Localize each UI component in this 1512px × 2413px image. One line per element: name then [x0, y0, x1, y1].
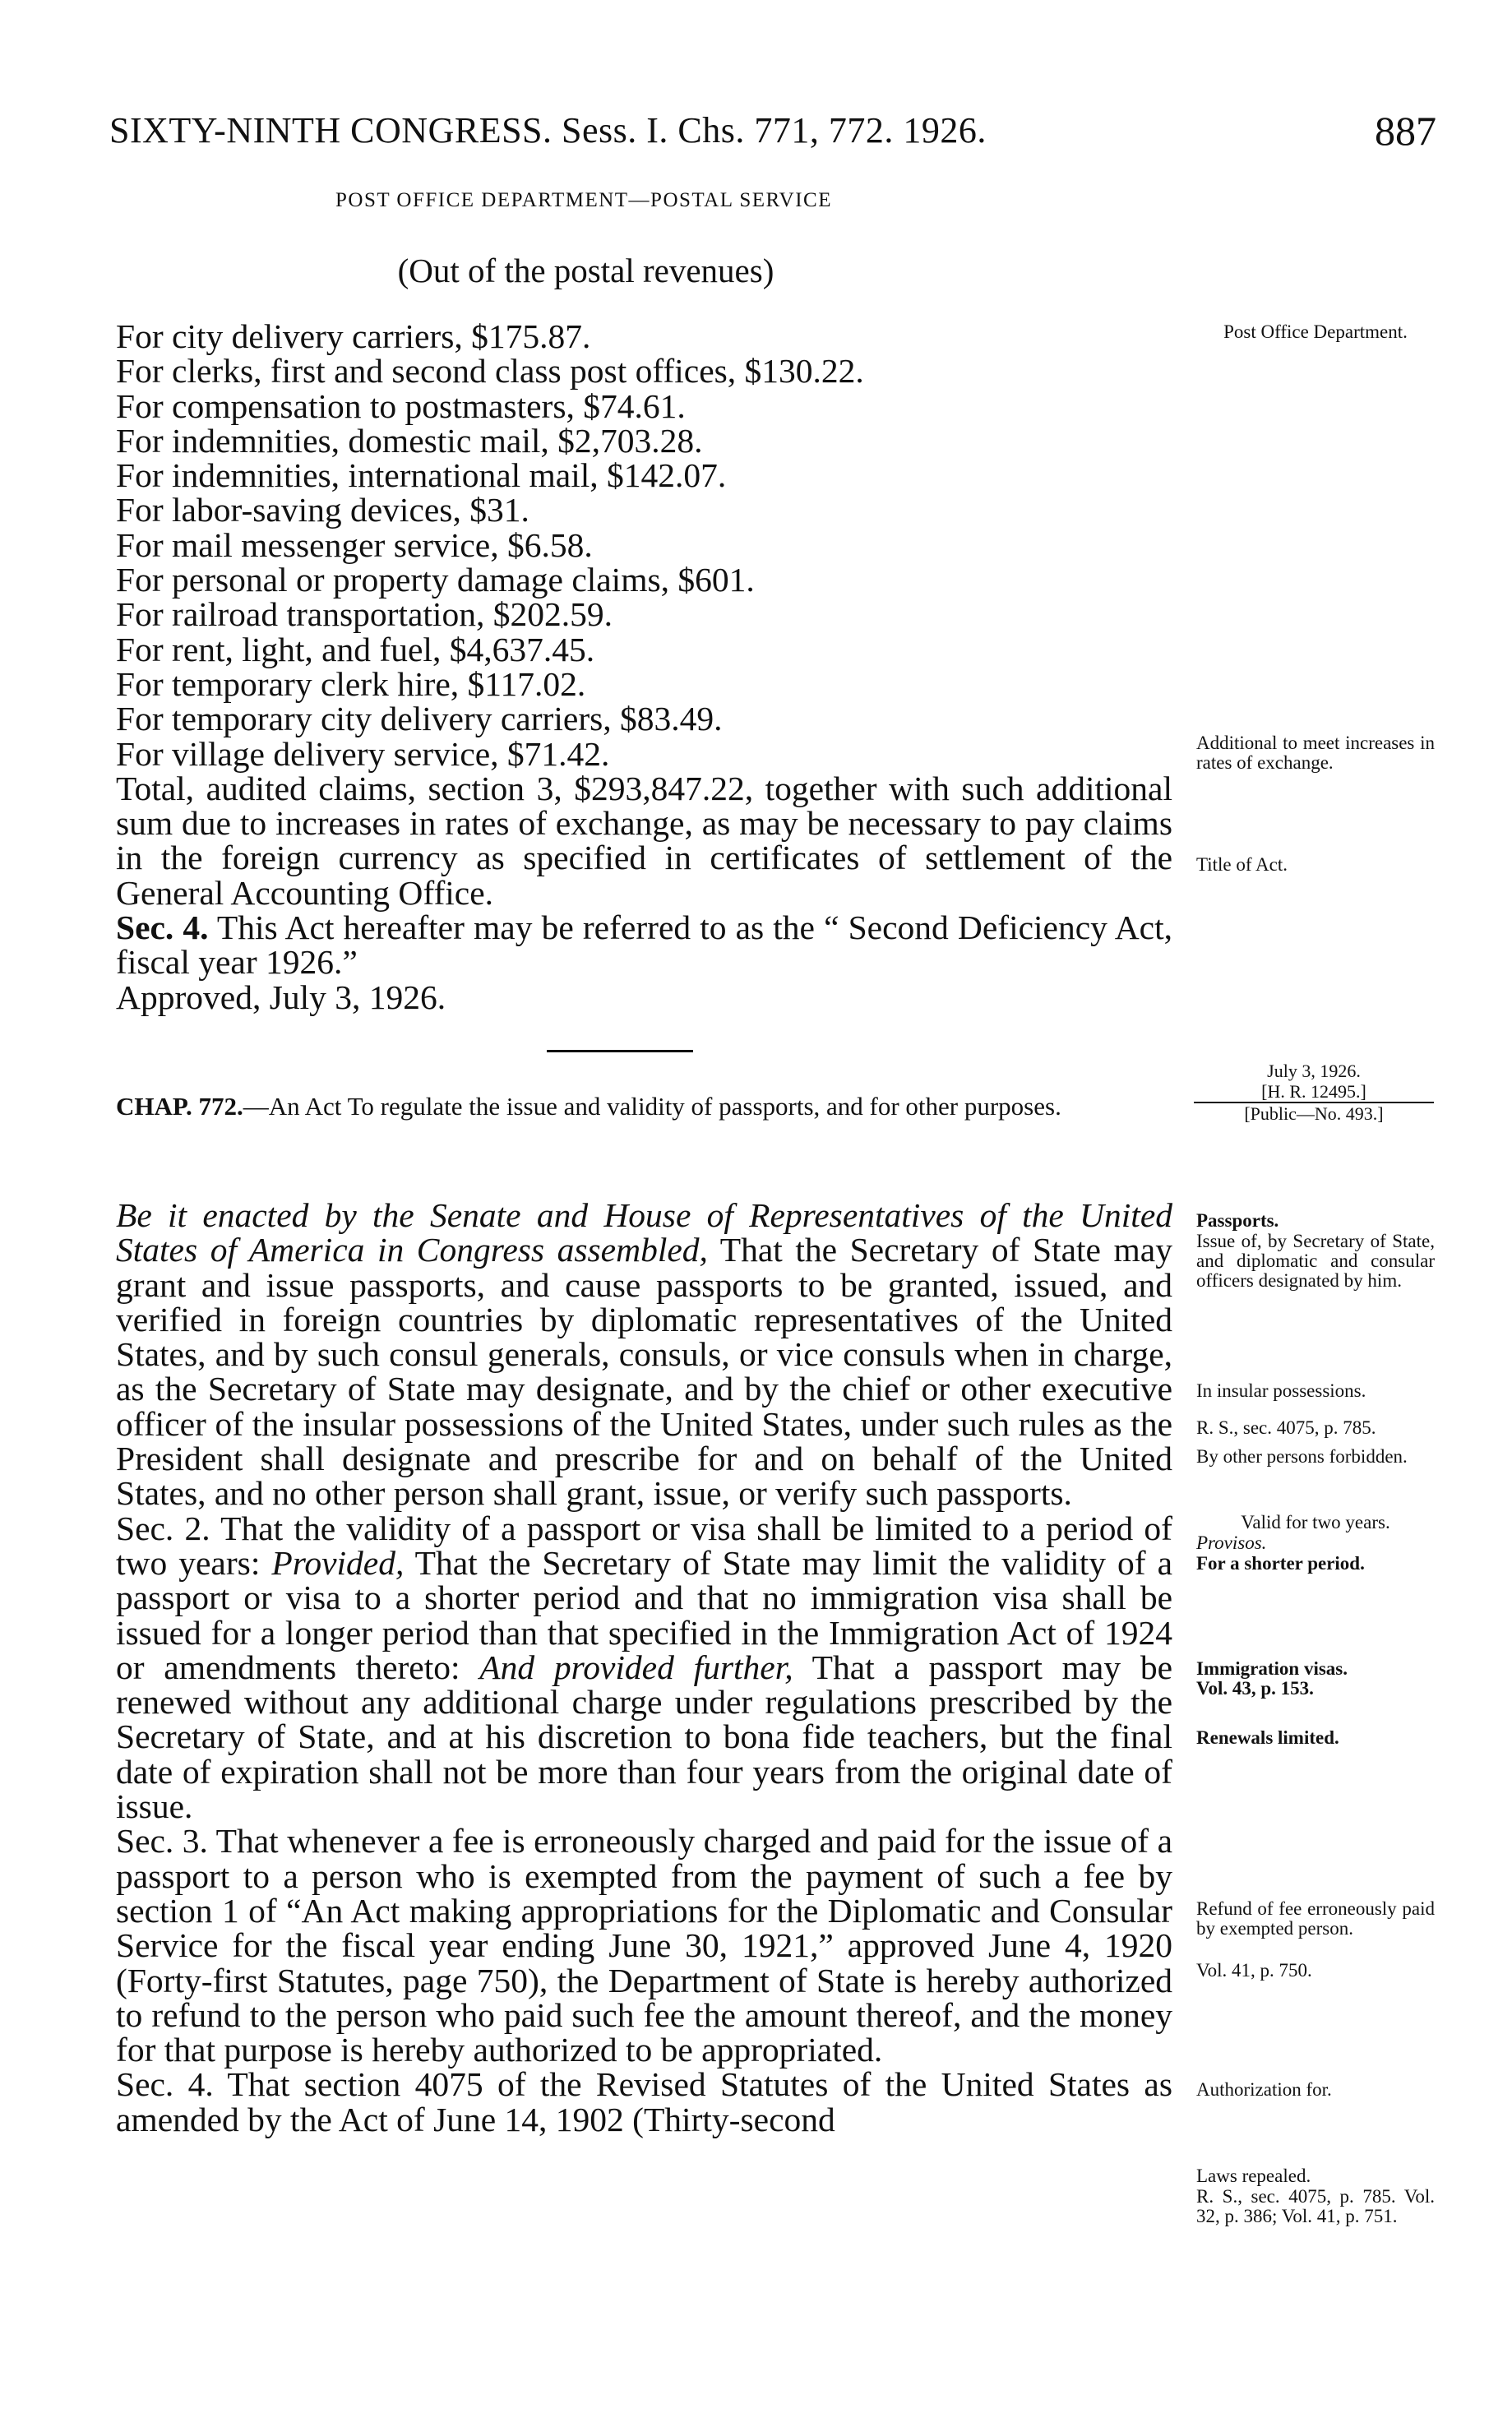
- section-label: Sec. 4.: [116, 908, 209, 947]
- margin-note-laws-repealed: Laws repealed.: [1196, 2166, 1311, 2186]
- enacting-clause: Be it enacted by the Senate and House of Representatives of the United States of America in Congress assembled,: [116, 1196, 1172, 1269]
- approved-line: Approved, July 3, 1926.: [116, 978, 446, 1016]
- proviso-further-label: And provided further,: [479, 1648, 793, 1686]
- appropriation-item: For temporary city delivery carriers, $83.49.: [116, 700, 723, 738]
- appropriation-item: For compensation to postmasters, $74.61.: [116, 386, 686, 425]
- running-title: SIXTY-NINTH CONGRESS. Sess. I. Chs. 771, 772. 1926.: [109, 110, 987, 150]
- appropriation-item: For indemnities, domestic mail, $2,703.28.: [116, 421, 703, 460]
- department-heading: POST OFFICE DEPARTMENT—POSTAL SERVICE: [335, 189, 833, 211]
- total-paragraph: Total, audited claims, section 3, $293,847.22, together with such additional sum due to increases in rates of exchange, as may be necessary to pay claims in the foreign currency as specified in certificates of settlement of the General Accounting Office.: [116, 769, 1172, 912]
- margin-note-other-persons: By other persons forbidden.: [1196, 1446, 1408, 1467]
- chapter-label: CHAP. 772.: [116, 1092, 243, 1121]
- appropriation-item: For railroad transportation, $202.59.: [116, 595, 613, 634]
- public-law-number: [Public—No. 493.]: [1244, 1103, 1384, 1124]
- margin-note-authorization: Authorization for.: [1196, 2079, 1332, 2100]
- section-label: Sec. 2.: [116, 1509, 210, 1547]
- bill-date: July 3, 1926.: [1267, 1061, 1361, 1081]
- margin-note-renewals: Renewals limited.: [1196, 1727, 1339, 1748]
- bill-reference: [1191, 1061, 1437, 1124]
- appropriation-item: For city delivery carriers, $175.87.: [116, 317, 591, 355]
- margin-note-passports: Passports.: [1196, 1210, 1279, 1231]
- chapter-divider: [547, 1050, 693, 1052]
- appropriation-item: For labor-saving devices, $31.: [116, 491, 529, 529]
- section-1-text: That the Secretary of State may grant and issue passports, and cause passports to be granted, issued, and verified in foreign countries by diplomatic representatives of the United States, and by such consul generals, consuls, or vice consuls when in charge, as the Secretary of State may designate, and by the chief or other executive officer of the insular possessions of the United States, under such rules as the President shall designate and prescribe for and on behalf of the United States, and no other person shall grant, issue, or verify such passports.: [116, 1231, 1172, 1513]
- section-4-text: This Act hereafter may be referred to as the “ Second Deficiency Act, fiscal year 1926.”: [116, 908, 1172, 982]
- margin-note-vol41: Vol. 41, p. 750.: [1196, 1960, 1312, 1981]
- section-label: Sec. 4.: [116, 2065, 214, 2104]
- appropriation-item: For mail messenger service, $6.58.: [116, 525, 593, 564]
- appropriation-item: For village delivery service, $71.42.: [116, 734, 610, 773]
- section-2-text-c: That a passport may be renewed without any additional charge under regulations prescribed by the Secretary of State, and at his discretion to bona fide teachers, but the final date of expiration shall not be more than four years from the original date of issue.: [116, 1648, 1172, 1826]
- margin-note-vol43: Vol. 43, p. 153.: [1196, 1678, 1314, 1699]
- appropriation-item: For rent, light, and fuel, $4,637.45.: [116, 630, 595, 668]
- margin-note-refund: Refund of fee erroneously paid by exempted person.: [1196, 1898, 1435, 1939]
- margin-note-rs-refs: R. S., sec. 4075, p. 785. Vol. 32, p. 386; Vol. 41, p. 751.: [1196, 2186, 1435, 2226]
- margin-note-rs-4075: R. S., sec. 4075, p. 785.: [1196, 1417, 1376, 1438]
- sub-heading: (Out of the postal revenues): [397, 252, 774, 289]
- margin-note-valid: Valid for two years.: [1241, 1512, 1390, 1532]
- section-4-text: That section 4075 of the Revised Statutes of the United States as amended by the Act of June 14, 1902 (Thirty-second: [116, 2065, 1172, 2138]
- margin-note-additional: Additional to meet increases in rates of exchange.: [1196, 733, 1435, 773]
- appropriation-item: For temporary clerk hire, $117.02.: [116, 664, 586, 703]
- page-number: 887: [1375, 108, 1436, 154]
- chapter-heading: [116, 1091, 1172, 1121]
- proviso-label: Provided,: [271, 1543, 405, 1582]
- appropriation-item: For personal or property damage claims, $601.: [116, 561, 755, 599]
- section-3-text: That whenever a fee is erroneously charged and paid for the issue of a passport to a person who is exempted from the payment of such a fee by section 1 of “An Act making appropriations for the Diplomatic and Consular Service for the fiscal year ending June 30, 1921,” approved June 4, 1920 (Forty-first Statutes, page 750), the Department of State is hereby authorized to refund to the person who paid such fee the amount thereof, and the money for that purpose is hereby authorized to be appropriated.: [116, 1822, 1172, 2069]
- margin-note-provisos: Provisos.: [1196, 1532, 1267, 1553]
- section-label: Sec. 3.: [116, 1822, 208, 1861]
- appropriation-item: For indemnities, international mail, $142.07.: [116, 456, 727, 495]
- margin-note-post-office: Post Office Department.: [1223, 321, 1408, 342]
- appropriation-item: For clerks, first and second class post offices, $130.22.: [116, 352, 864, 391]
- margin-note-issue: Issue of, by Secretary of State, and diplomatic and consular officers designated by him.: [1196, 1231, 1435, 1291]
- margin-note-immigration: Immigration visas.: [1196, 1658, 1348, 1679]
- margin-note-insular: In insular possessions.: [1196, 1380, 1366, 1401]
- chapter-title: —An Act To regulate the issue and validity of passports, and for other purposes.: [243, 1092, 1061, 1121]
- appropriation-block: [116, 319, 1172, 1015]
- margin-note-shorter: For a shorter period.: [1196, 1553, 1365, 1574]
- bill-number: [H. R. 12495.]: [1261, 1081, 1366, 1102]
- section-2-text-a: That the validity of a passport or visa shall be limited to a period of two years:: [116, 1509, 1172, 1582]
- margin-note-title: Title of Act.: [1196, 854, 1288, 875]
- section-2-text-b: That the Secretary of State may limit the validity of a passport or visa to a shorter period and that no immigration visa shall be issued for a longer period than that specified in the Immigration Act of 1924 or amendments thereto:: [116, 1543, 1172, 1686]
- chapter-772-body: [116, 1198, 1172, 2137]
